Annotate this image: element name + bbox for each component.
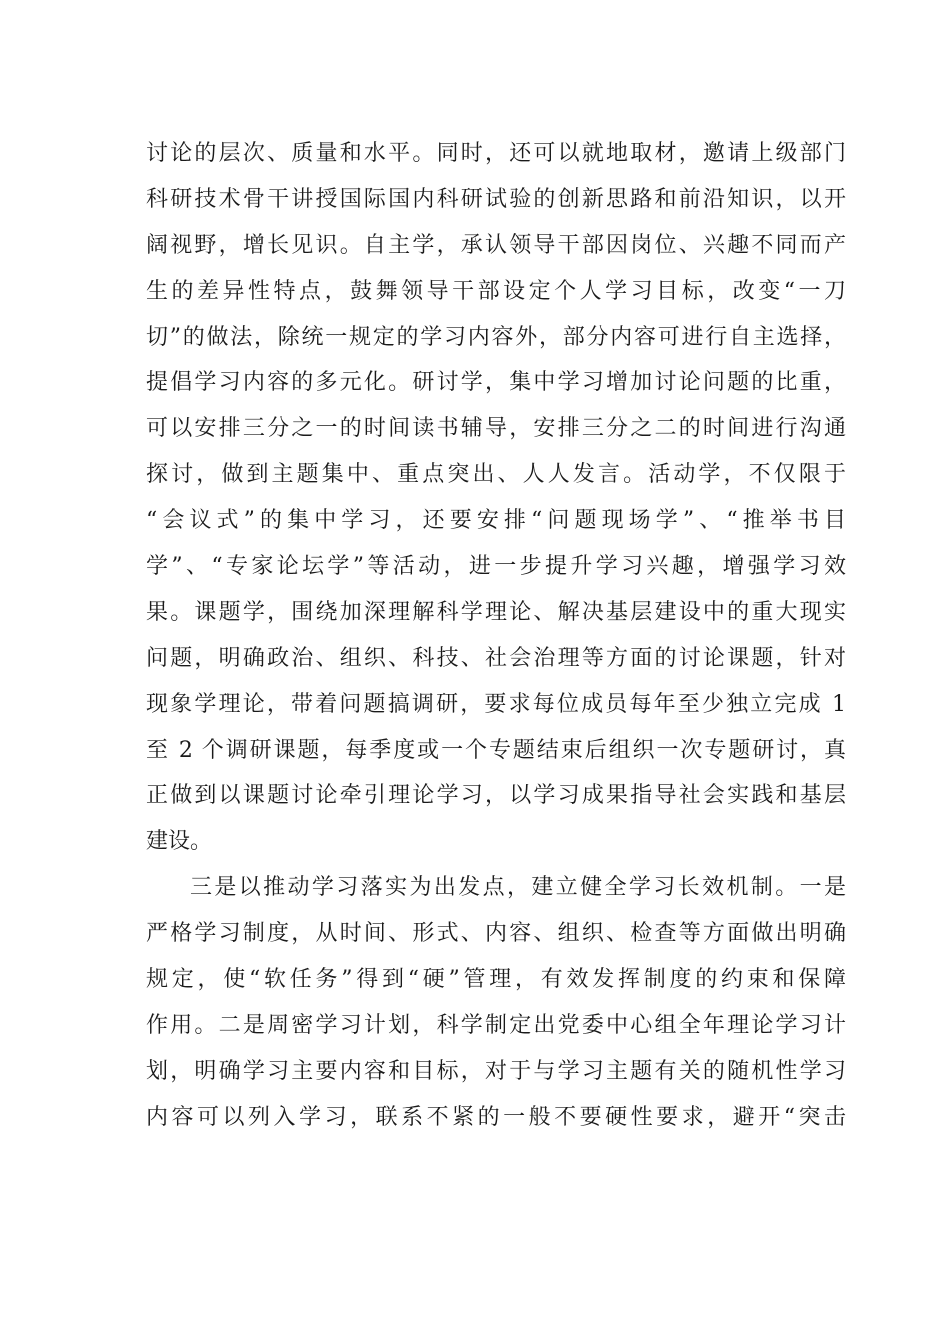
text-line: 科研技术骨干讲授国际国内科研试验的创新思路和前沿知识，以开 bbox=[146, 186, 846, 212]
text-line: 讨论的层次、质量和水平。同时，还可以就地取材，邀请上级部门 bbox=[146, 141, 846, 166]
text-line: 果。课题学，围绕加深理解科学理论、解决基层建设中的重大现实 bbox=[146, 599, 846, 625]
paragraph-2 bbox=[146, 865, 846, 1140]
text-line: 探讨，做到主题集中、重点突出、人人发言。活动学，不仅限于 bbox=[146, 462, 846, 488]
text-line: 问题，明确政治、组织、科技、社会治理等方面的讨论课题，针对 bbox=[146, 645, 846, 671]
text-line: 正做到以课题讨论牵引理论学习，以学习成果指导社会实践和基层 bbox=[146, 783, 846, 809]
text-line: “会议式”的集中学习，还要安排“问题现场学”、“推举书目 bbox=[146, 508, 846, 534]
text-line: 划，明确学习主要内容和目标，对于与学习主题有关的随机性学习 bbox=[146, 1058, 846, 1084]
text-line: 现象学理论，带着问题搞调研，要求每位成员每年至少独立完成 1 bbox=[146, 691, 846, 717]
text-line: 生的差异性特点，鼓舞领导干部设定个人学习目标，改变“一刀 bbox=[146, 278, 846, 304]
text-line: 可以安排三分之一的时间读书辅导，安排三分之二的时间进行沟通 bbox=[146, 416, 846, 442]
text-line: 切”的做法，除统一规定的学习内容外，部分内容可进行自主选择， bbox=[146, 324, 846, 350]
text-line: 阔视野，增长见识。自主学，承认领导干部因岗位、兴趣不同而产 bbox=[146, 232, 846, 258]
text-line: 三是以推动学习落实为出发点，建立健全学习长效机制。一是 bbox=[190, 875, 846, 901]
text-line: 至 2 个调研课题，每季度或一个专题结束后组织一次专题研讨，真 bbox=[146, 737, 846, 763]
text-line: 规定，使“软任务”得到“硬”管理，有效发挥制度的约束和保障 bbox=[146, 967, 846, 993]
document-body bbox=[146, 131, 846, 1141]
text-line: 提倡学习内容的多元化。研讨学，集中学习增加讨论问题的比重， bbox=[146, 370, 846, 396]
text-line: 学”、“专家论坛学”等活动，进一步提升学习兴趣，增强学习效 bbox=[146, 554, 846, 580]
text-line: 作用。二是周密学习计划，科学制定出党委中心组全年理论学习计 bbox=[146, 1012, 846, 1038]
text-line: 内容可以列入学习，联系不紧的一般不要硬性要求，避开“突击 bbox=[146, 1104, 846, 1130]
text-line: 建设。 bbox=[146, 829, 213, 855]
paragraph-1 bbox=[146, 131, 846, 865]
text-line: 严格学习制度，从时间、形式、内容、组织、检查等方面做出明确 bbox=[146, 921, 846, 947]
